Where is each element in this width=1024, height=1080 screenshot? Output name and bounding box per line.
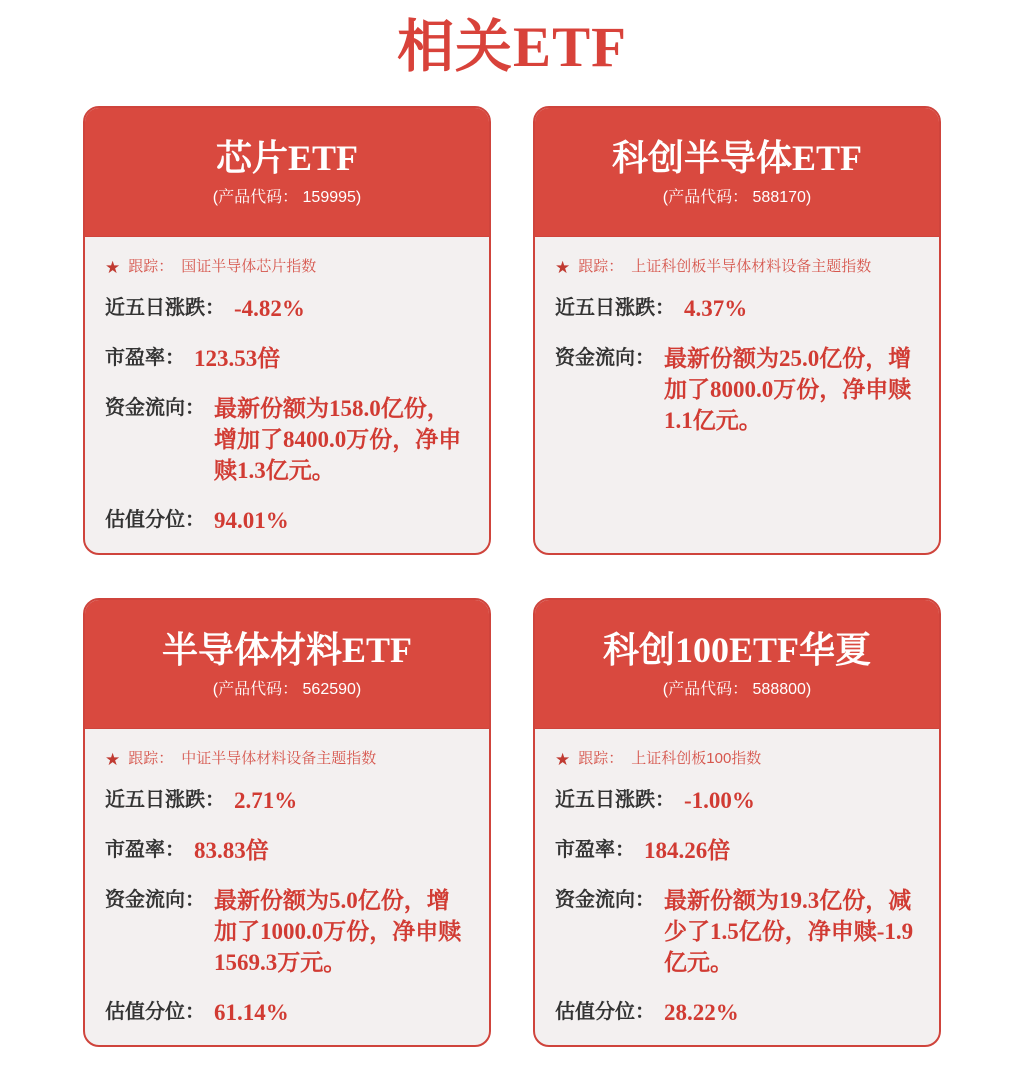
stat-label: 估值分位：: [105, 1001, 205, 1023]
stat-row-change: [555, 293, 919, 324]
stat-label: 近五日涨跌：: [555, 789, 675, 811]
track-index-row: [555, 749, 919, 769]
stat-label: 市盈率：: [105, 347, 185, 369]
track-index-name: 国证半导体芯片指数: [181, 258, 317, 275]
stat-value: -1.00%: [684, 788, 755, 813]
stat-row-fund-flow: [555, 343, 919, 436]
page-title: 相关ETF: [397, 16, 627, 79]
star-icon: ★: [555, 749, 571, 769]
stat-value: 83.83倍: [194, 838, 269, 863]
stat-row-pe: [105, 343, 469, 374]
track-index-row: [555, 257, 919, 277]
stat-value: 94.01%: [214, 508, 289, 533]
etf-card-body: [85, 237, 489, 536]
etf-product-code: (产品代码： 588170): [662, 188, 812, 206]
track-label: 跟踪：: [128, 258, 174, 275]
stat-row-change: [555, 785, 919, 816]
stat-row-change: [105, 293, 469, 324]
stat-row-fund-flow: [105, 393, 469, 486]
etf-card-body: [85, 729, 489, 1028]
star-icon: ★: [555, 257, 571, 277]
etf-card-semiconductor-materials[interactable]: [83, 598, 491, 1047]
stat-value: 184.26倍: [644, 838, 731, 863]
stat-value: 61.14%: [214, 1000, 289, 1025]
stat-row-valuation: [555, 997, 919, 1028]
etf-card-header: [85, 108, 489, 237]
stat-label: 资金流向：: [555, 889, 655, 911]
etf-card-header: [535, 600, 939, 729]
etf-name: 科创100ETF华夏: [602, 629, 871, 670]
stat-label: 估值分位：: [105, 509, 205, 531]
stat-value: 最新份额为158.0亿份，增加了8400.0万份，净申赎1.3亿元。: [214, 396, 462, 483]
stat-row-valuation: [105, 997, 469, 1028]
stat-value: 最新份额为5.0亿份，增加了1000.0万份，净申赎1569.3万元。: [214, 888, 462, 975]
stat-value: -4.82%: [234, 296, 305, 321]
etf-product-code: (产品代码： 562590): [212, 680, 362, 698]
etf-card-body: [535, 237, 939, 436]
stat-value: 4.37%: [684, 296, 748, 321]
stat-label: 市盈率：: [105, 839, 185, 861]
etf-product-code: (产品代码： 588800): [662, 680, 812, 698]
star-icon: ★: [105, 749, 121, 769]
stat-row-pe: [105, 835, 469, 866]
stat-label: 近五日涨跌：: [105, 297, 225, 319]
track-label: 跟踪：: [578, 258, 624, 275]
stat-row-fund-flow: [555, 885, 919, 978]
stat-label: 估值分位：: [555, 1001, 655, 1023]
track-index-row: [105, 749, 469, 769]
track-label: 跟踪：: [128, 750, 174, 767]
stat-label: 市盈率：: [555, 839, 635, 861]
track-index-name: 上证科创板100指数: [631, 750, 762, 767]
stat-value: 最新份额为19.3亿份，减少了1.5亿份，净申赎-1.9亿元。: [664, 888, 914, 975]
etf-name: 芯片ETF: [215, 137, 358, 178]
etf-name: 科创半导体ETF: [611, 137, 862, 178]
stat-label: 近五日涨跌：: [555, 297, 675, 319]
stat-value: 2.71%: [234, 788, 298, 813]
track-index-name: 中证半导体材料设备主题指数: [181, 750, 377, 767]
etf-card-star100-huaxia[interactable]: [533, 598, 941, 1047]
stat-row-valuation: [105, 505, 469, 536]
stat-label: 资金流向：: [105, 397, 205, 419]
stat-value: 最新份额为25.0亿份，增加了8000.0万份，净申赎1.1亿元。: [664, 346, 912, 433]
track-index-name: 上证科创板半导体材料设备主题指数: [631, 258, 872, 275]
etf-name: 半导体材料ETF: [161, 629, 412, 670]
etf-product-code: (产品代码： 159995): [212, 188, 362, 206]
track-index-row: [105, 257, 469, 277]
etf-card-header: [85, 600, 489, 729]
star-icon: ★: [105, 257, 121, 277]
stat-value: 28.22%: [664, 1000, 739, 1025]
track-label: 跟踪：: [578, 750, 624, 767]
stat-label: 近五日涨跌：: [105, 789, 225, 811]
stat-value: 123.53倍: [194, 346, 281, 371]
etf-card-body: [535, 729, 939, 1028]
stat-label: 资金流向：: [105, 889, 205, 911]
stat-row-change: [105, 785, 469, 816]
etf-card-header: [535, 108, 939, 237]
etf-card-star-semiconductor[interactable]: [533, 106, 941, 555]
etf-card-grid: [83, 106, 941, 1047]
stat-row-fund-flow: [105, 885, 469, 978]
etf-card-chip[interactable]: [83, 106, 491, 555]
stat-label: 资金流向：: [555, 347, 655, 369]
stat-row-pe: [555, 835, 919, 866]
